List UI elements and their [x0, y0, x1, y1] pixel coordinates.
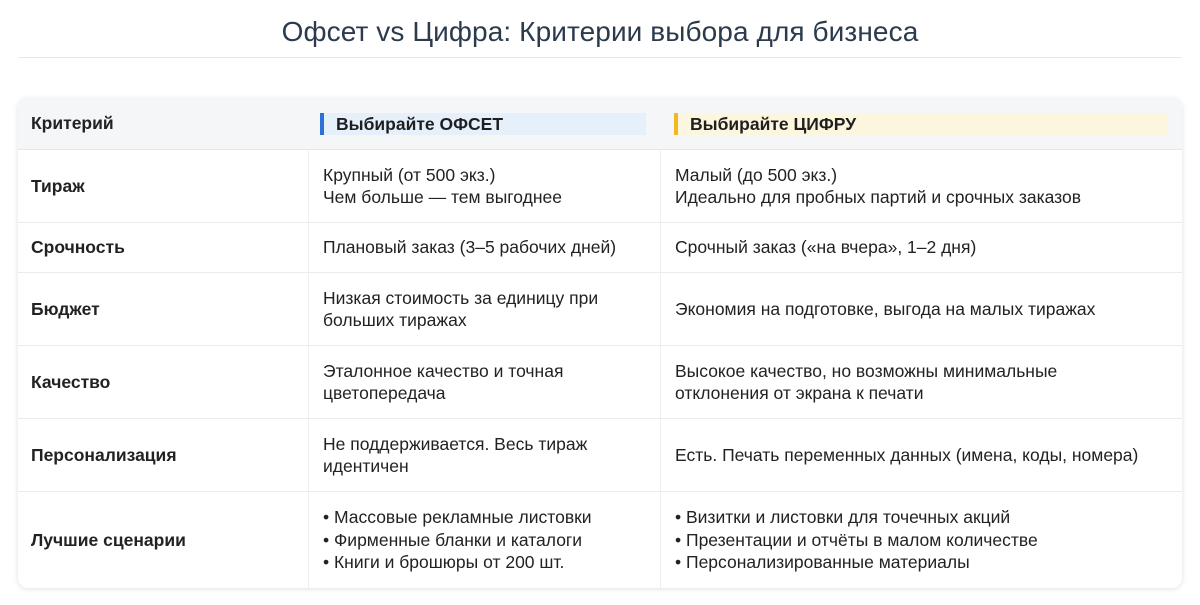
digital-cell: Высокое качество, но возможны минимальные отклонения от экрана к печати — [660, 346, 1182, 418]
header-criterion: Критерий — [31, 113, 114, 134]
table-header — [18, 98, 1182, 150]
offset-cell: Низкая стоимость за единицу при больших тиражах — [308, 273, 660, 345]
offset-cell: Крупный (от 500 экз.) Чем больше — тем выгоднее — [308, 150, 660, 222]
list-item: • Книги и брошюры от 200 шт. — [323, 552, 565, 573]
table-row — [18, 492, 1182, 588]
criterion-cell: Срочность — [31, 237, 125, 258]
digital-cell: Малый (до 500 экз.) Идеально для пробных партий и срочных заказов — [660, 150, 1182, 222]
offset-accent-bar — [320, 113, 324, 135]
list-item: • Презентации и отчёты в малом количестве — [675, 529, 1038, 550]
digital-cell: Есть. Печать переменных данных (имена, коды, номера) — [660, 419, 1182, 491]
table-row — [18, 273, 1182, 346]
criterion-cell: Качество — [31, 371, 111, 392]
title-area — [18, 0, 1182, 58]
list-item: • Визитки и листовки для точечных акций — [675, 507, 1011, 528]
header-offset — [320, 113, 646, 135]
criterion-cell: Лучшие сценарии — [31, 529, 186, 550]
digital-cell — [660, 492, 1182, 588]
offset-cell: Эталонное качество и точная цветопередача — [308, 346, 660, 418]
comparison-table — [18, 98, 1182, 588]
header-digital-label: Выбирайте ЦИФРУ — [690, 113, 857, 134]
digital-cell: Экономия на подготовке, выгода на малых тиражах — [660, 273, 1182, 345]
criterion-cell: Персонализация — [31, 444, 177, 465]
table-row — [18, 346, 1182, 419]
digital-accent-bar — [674, 113, 678, 135]
table-row — [18, 150, 1182, 223]
page-title: Офсет vs Цифра: Критерии выбора для бизнеса — [281, 16, 919, 47]
header-digital — [674, 113, 1168, 135]
list-item: • Массовые рекламные листовки — [323, 507, 592, 528]
offset-cell — [308, 492, 660, 588]
header-offset-label: Выбирайте ОФСЕТ — [336, 113, 504, 134]
offset-cell: Не поддерживается. Весь тираж идентичен — [308, 419, 660, 491]
criterion-cell: Бюджет — [31, 298, 100, 319]
list-item: • Персонализированные материалы — [675, 552, 970, 573]
table-row — [18, 419, 1182, 492]
criterion-cell: Тираж — [31, 175, 85, 196]
offset-cell: Плановый заказ (3–5 рабочих дней) — [308, 223, 660, 272]
table-row — [18, 223, 1182, 273]
list-item: • Фирменные бланки и каталоги — [323, 529, 583, 550]
digital-cell: Срочный заказ («на вчера», 1–2 дня) — [660, 223, 1182, 272]
